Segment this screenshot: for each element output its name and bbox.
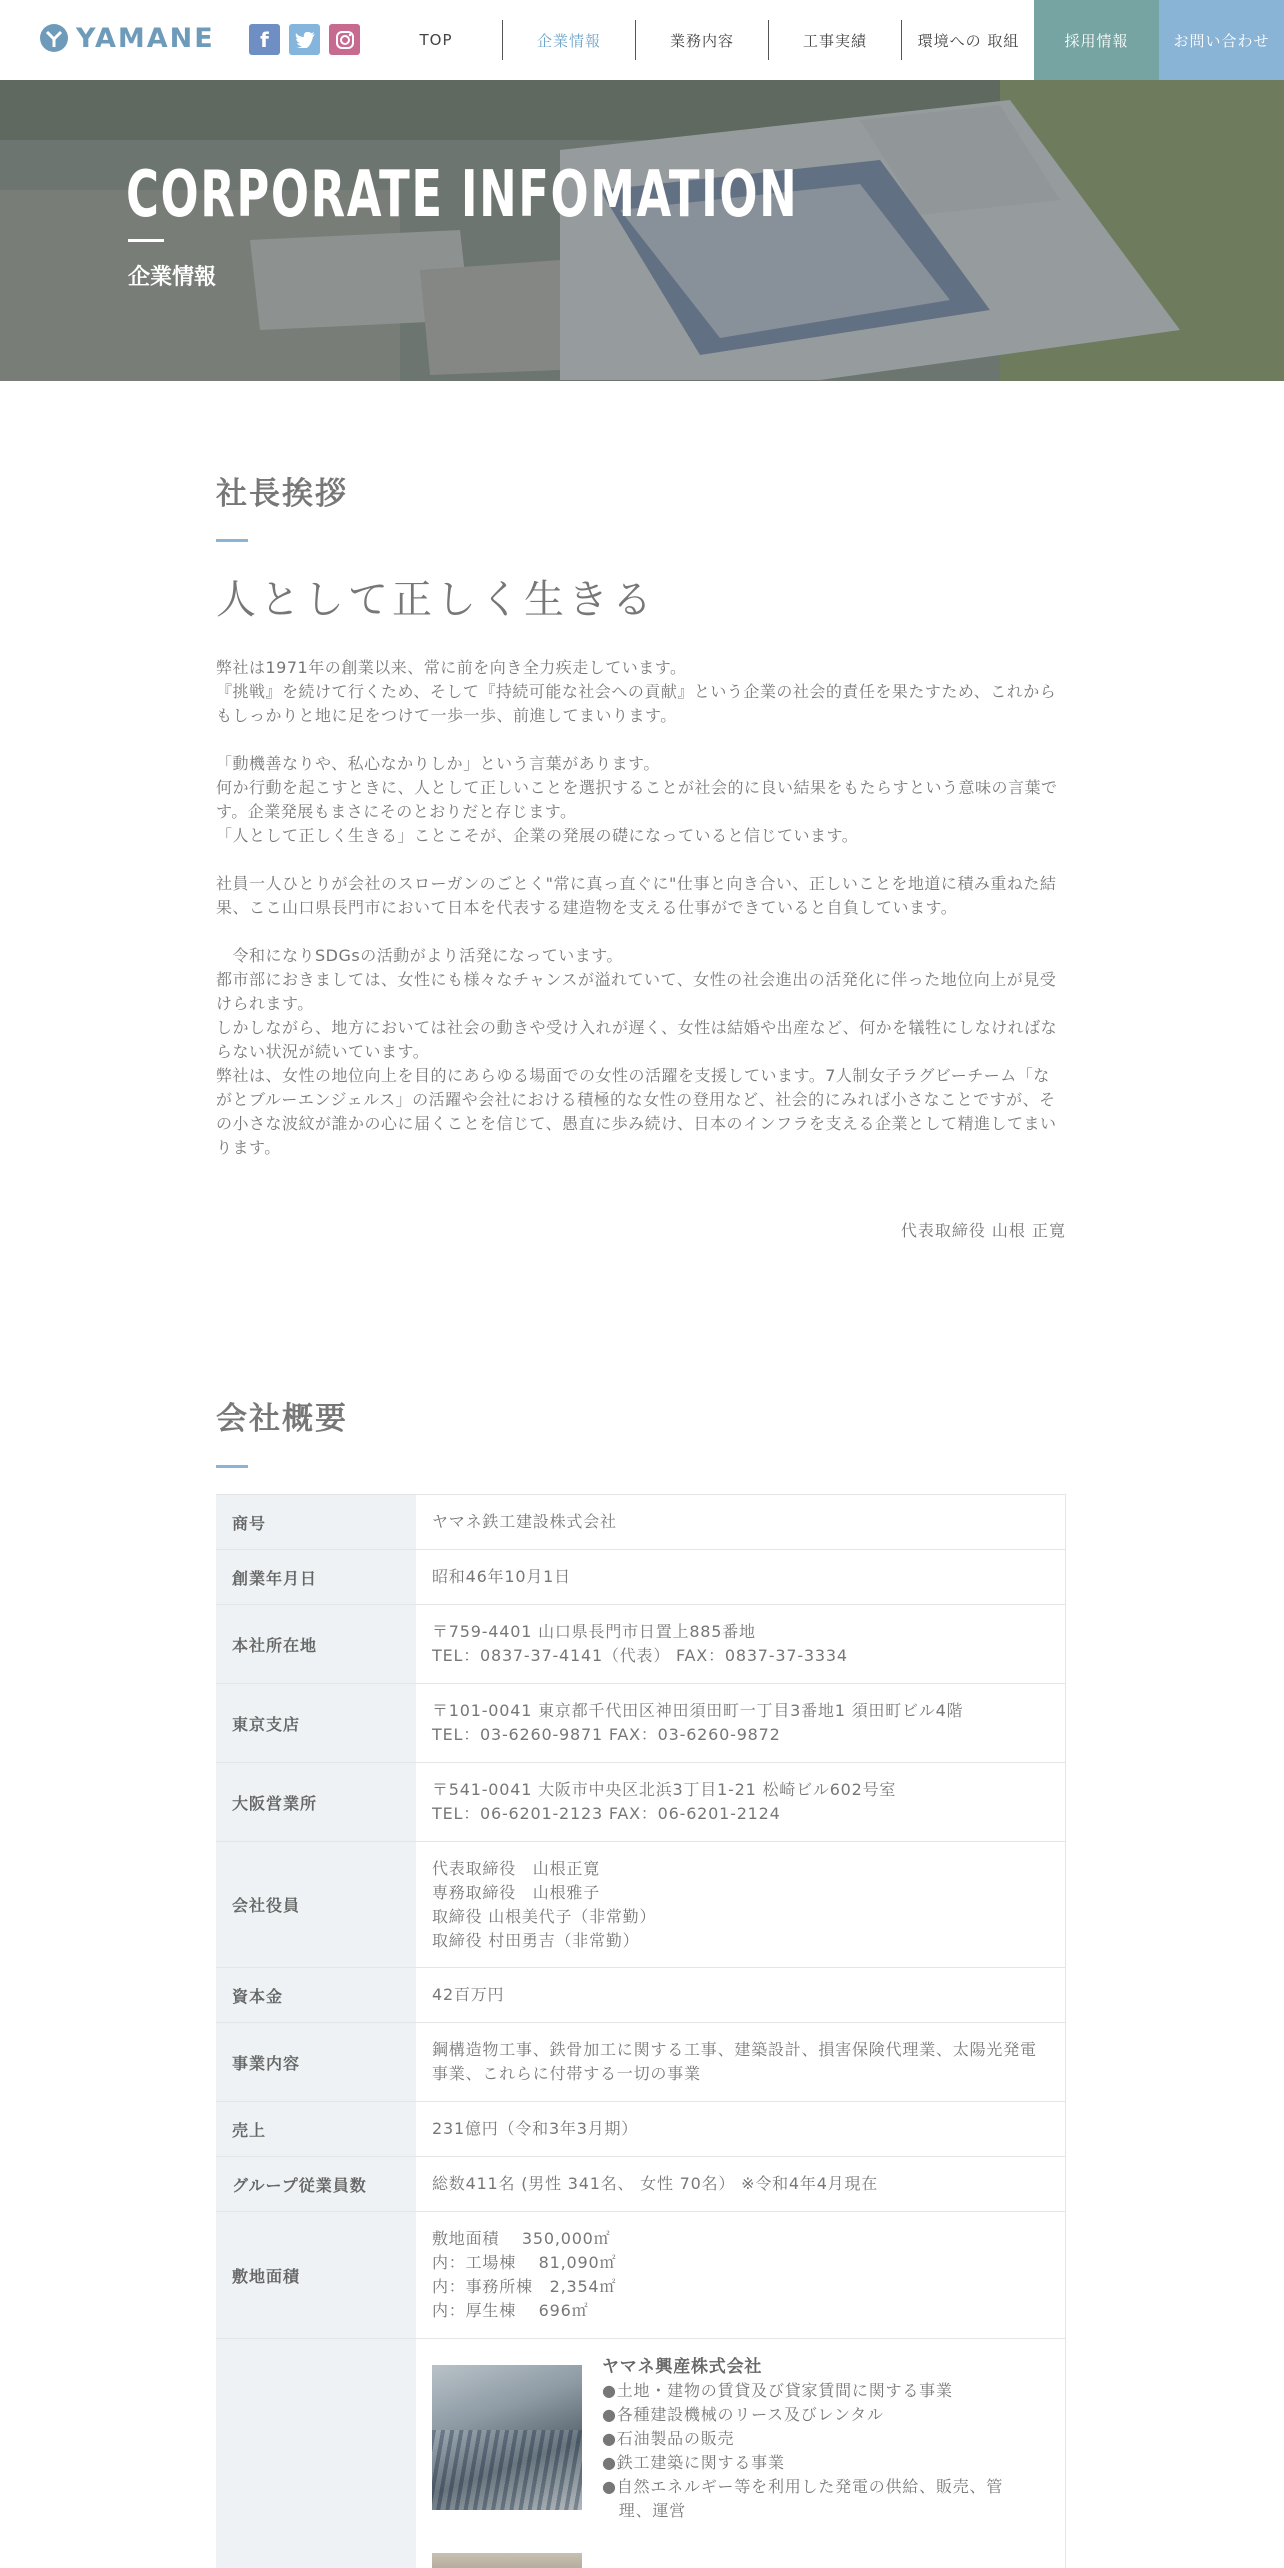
- row-value-line: TEL：0837-37-4141（代表） FAX：0837-37-3334: [432, 1646, 848, 1665]
- group-company-text: [602, 2355, 1003, 2523]
- row-label-empty: [216, 2339, 416, 2568]
- row-value: [416, 2102, 1066, 2156]
- row-value: [416, 1550, 1066, 1604]
- row-value: [416, 1968, 1066, 2022]
- row-value: [416, 1842, 1066, 1967]
- row-value: [416, 2157, 1066, 2211]
- hero-divider: [128, 239, 164, 242]
- group-company-business: ●自然エネルギー等を利用した発電の供給、販売、管: [602, 2477, 1004, 2496]
- site-header: [0, 0, 1284, 80]
- group-company-name: ヤマネ興産株式会社: [602, 2357, 763, 2377]
- hero-subtitle: 企業情報: [128, 265, 217, 290]
- row-value-line: 昭和46年10月1日: [432, 1567, 571, 1586]
- group-company-business: ●各種建設機械のリース及びレンタル: [602, 2405, 884, 2424]
- row-value-line: 鋼構造物工事、鉄骨加工に関する工事、建築設計、損害保険代理業、太陽光発電事業、これらに付帯する一切の事業: [432, 2040, 1037, 2083]
- nav-top[interactable]: TOP: [370, 20, 503, 60]
- ceo-signature: 代表取締役 山根 正寛: [900, 1221, 1066, 1240]
- row-label: 会社役員: [216, 1842, 416, 1967]
- group-company-item: [432, 2339, 1049, 2523]
- greeting-catchphrase: 人として正しく生きる: [216, 577, 656, 623]
- table-row: [216, 1684, 1066, 1763]
- table-row: [216, 1763, 1066, 1842]
- row-label: 事業内容: [216, 2023, 416, 2101]
- table-row: [216, 2157, 1066, 2212]
- greeting-paragraph: 社員一人ひとりが会社のスローガンのごとく"常に真っ直ぐに"仕事と向き合い、正しいことを地道に積み重ねた結果、ここ山口県長門市において日本を代表する建造物を支える仕事ができていると自負しています。: [216, 874, 1057, 917]
- greeting-accent-line: [216, 539, 248, 542]
- row-label: 商号: [216, 1495, 416, 1549]
- row-value-line: 代表取締役 山根正寛: [432, 1858, 601, 1878]
- row-label: グループ従業員数: [216, 2157, 416, 2211]
- row-value-line: 〒759-4401 山口県長門市日置上885番地: [432, 1622, 756, 1641]
- table-row: [216, 1605, 1066, 1684]
- row-label: 東京支店: [216, 1684, 416, 1762]
- overview-accent-line: [216, 1465, 248, 1468]
- row-value-line: 内：事務所棟 2,354㎡: [432, 2277, 617, 2296]
- row-value: [416, 1684, 1066, 1762]
- row-value-line: 231億円（令和3年3月期）: [432, 2119, 639, 2138]
- row-value-line: 取締役 村田勇吉（非常勤）: [432, 1930, 640, 1950]
- table-row-group: [216, 2339, 1066, 2568]
- facebook-icon[interactable]: f: [249, 24, 280, 55]
- logo-mark-icon: [38, 22, 70, 54]
- logo[interactable]: [38, 22, 215, 54]
- row-value: [416, 2023, 1066, 2101]
- twitter-icon[interactable]: [289, 24, 320, 55]
- greeting-heading: 社長挨拶: [216, 476, 348, 512]
- hero-title: CORPORATE INFOMATION: [126, 158, 799, 232]
- table-row: [216, 2102, 1066, 2157]
- greeting-paragraph: 弊社は1971年の創業以来、常に前を向き全力疾走しています。 『挑戦』を続けて行くため、そして『持続可能な社会への貢献』という企業の社会的責任を果たすため、これからもしっかりと地に足をつけて一歩一歩、前進してまいります。: [216, 658, 1057, 725]
- table-row: [216, 1550, 1066, 1605]
- row-label: 資本金: [216, 1968, 416, 2022]
- main-nav: [370, 20, 1035, 60]
- table-row: [216, 2023, 1066, 2102]
- group-company-business: ●鉄工建築に関する事業: [602, 2453, 785, 2472]
- row-value-line: TEL：06-6201-2123 FAX：06-6201-2124: [432, 1804, 781, 1823]
- group-company-business: ●土地・建物の賃貸及び貸家賃間に関する事業: [602, 2381, 953, 2400]
- row-value: [416, 1495, 1066, 1549]
- row-label: 創業年月日: [216, 1550, 416, 1604]
- contact-button[interactable]: お問い合わせ: [1159, 0, 1284, 80]
- logo-text: YAMANE: [76, 22, 215, 54]
- nav-corporate[interactable]: 企業情報: [503, 20, 636, 60]
- row-label: 大阪営業所: [216, 1763, 416, 1841]
- group-companies: [416, 2339, 1066, 2568]
- table-row: [216, 1495, 1066, 1550]
- group-company-business: 理、運営: [602, 2501, 687, 2520]
- nav-business[interactable]: 業務内容: [636, 20, 769, 60]
- row-value-line: 内：厚生棟 696㎡: [432, 2301, 589, 2320]
- row-value-line: 総数411名 (男性 341名、 女性 70名） ※令和4年4月現在: [432, 2174, 879, 2193]
- hero-banner: [0, 80, 1284, 381]
- row-value-line: 専務取締役 山根雅子: [432, 1882, 601, 1902]
- row-value-line: ヤマネ鉄工建設株式会社: [432, 1512, 617, 1531]
- row-value-line: 取締役 山根美代子（非常勤）: [432, 1906, 657, 1926]
- greeting-body: [216, 656, 1066, 1184]
- row-value-line: 敷地面積 350,000㎡: [432, 2229, 611, 2248]
- nav-environment[interactable]: 環境への 取組: [917, 31, 1020, 50]
- greeting-paragraph: 令和になりSDGsの活動がより活発になっています。 都市部におきましては、女性にも様々なチャンスが溢れていて、女性の社会進出の活発化に伴った地位向上が見受けられます。 しかしながら、地方においては社会の動きや受け入れが遅く、女性は結婚や出産など、何かを犠牲にしなければならない状況が続いています。 弊社は、女性の地位向上を目的にあらゆる場面での女性の活躍を支援しています。7人制女子ラグビーチーム「ながとブルーエンジェルス」の活躍や会社における積極的な女性の登用など、社会的にみれば小さなことですが、その小さな波紋が誰かの心に届くことを信じて、愚直に歩み続け、日本のインフラを支える企業として精進してまいります。: [216, 946, 1058, 1157]
- overview-heading: 会社概要: [216, 1401, 348, 1437]
- table-row: [216, 2212, 1066, 2339]
- row-value-line: 〒541-0041 大阪市中央区北浜3丁目1-21 松崎ビル602号室: [432, 1780, 897, 1799]
- instagram-icon[interactable]: [329, 24, 360, 55]
- group-company-photo: [432, 2553, 582, 2568]
- row-value: [416, 1763, 1066, 1841]
- row-value: [416, 1605, 1066, 1683]
- row-label: 本社所在地: [216, 1605, 416, 1683]
- table-row: [216, 1842, 1066, 1968]
- company-overview-table: [216, 1494, 1066, 2568]
- recruit-button[interactable]: 採用情報: [1034, 0, 1159, 80]
- greeting-paragraph: 「動機善なりや、私心なかりしか」という言葉があります。 何か行動を起こすときに、人として正しいことを選択することが社会的に良い結果をもたらすという意味の言葉です。企業発展もまさにそのとおりだと存じます。 「人として正しく生きる」ことこそが、企業の発展の礎になっていると信じています。: [216, 754, 1058, 845]
- table-row: [216, 1968, 1066, 2023]
- row-value: [416, 2212, 1066, 2338]
- group-company-photo: [432, 2365, 582, 2510]
- row-value-line: TEL：03-6260-9871 FAX：03-6260-9872: [432, 1725, 781, 1744]
- row-label: 敷地面積: [216, 2212, 416, 2338]
- row-value-line: 内：工場棟 81,090㎡: [432, 2253, 617, 2272]
- social-links: [249, 24, 360, 55]
- row-value-line: 42百万円: [432, 1985, 505, 2004]
- group-company-business: ●石油製品の販売: [602, 2429, 735, 2448]
- nav-works[interactable]: 工事実績: [769, 20, 902, 60]
- row-value-line: 〒101-0041 東京都千代田区神田須田町一丁目3番地1 須田町ビル4階: [432, 1701, 964, 1720]
- row-label: 売上: [216, 2102, 416, 2156]
